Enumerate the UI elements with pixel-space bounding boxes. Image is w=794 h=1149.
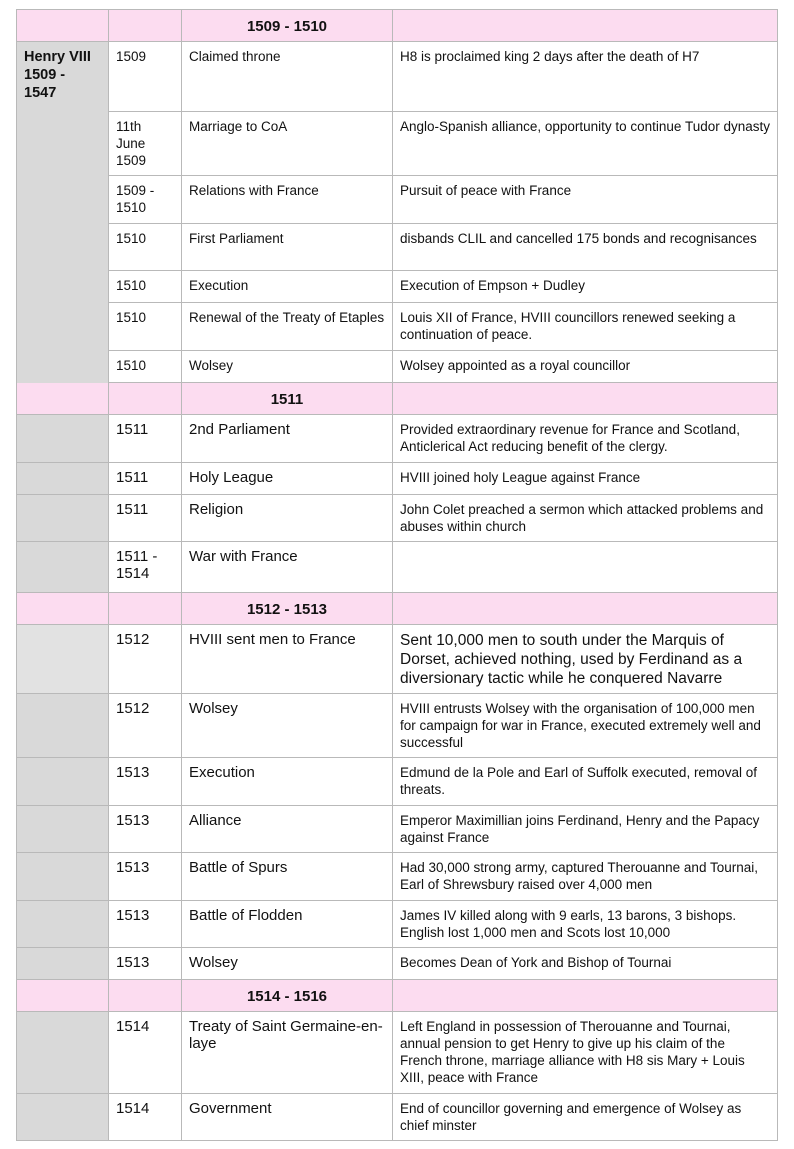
date-cell: 1510 bbox=[109, 351, 182, 382]
table-row bbox=[109, 224, 778, 271]
event-cell: Battle of Spurs bbox=[182, 853, 393, 900]
table-row bbox=[16, 625, 778, 694]
detail-cell: Had 30,000 strong army, captured Therouanne and Tournai, Earl of Shrewsbury raised over 4,000 men bbox=[393, 853, 778, 900]
detail-cell: Louis XII of France, HVIII councillors renewed seeking a continuation of peace. bbox=[393, 303, 778, 350]
detail-cell: Anglo-Spanish alliance, opportunity to continue Tudor dynasty bbox=[393, 112, 778, 175]
detail-cell: Sent 10,000 men to south under the Marquis of Dorset, achieved nothing, used by Ferdinand as a diversionary tactic while he conquered Navarre bbox=[393, 625, 778, 693]
date-cell: 1510 bbox=[109, 271, 182, 302]
table-row bbox=[16, 495, 778, 542]
date-cell: 1513 bbox=[109, 948, 182, 979]
date-cell: 1513 bbox=[109, 806, 182, 852]
event-cell: Renewal of the Treaty of Etaples bbox=[182, 303, 393, 350]
date-cell: 1513 bbox=[109, 901, 182, 947]
monarch-years: 1509 - bbox=[24, 67, 66, 83]
detail-cell: John Colet preached a sermon which attacked problems and abuses within church bbox=[393, 495, 778, 541]
date-cell: 1511 bbox=[109, 463, 182, 494]
table-row bbox=[16, 901, 778, 948]
date-cell: 1509 bbox=[109, 42, 182, 111]
detail-cell: Emperor Maximillian joins Ferdinand, Henry and the Papacy against France bbox=[393, 806, 778, 852]
table-row bbox=[16, 542, 778, 593]
section-heading: 1511 bbox=[182, 383, 393, 414]
event-cell: Execution bbox=[182, 758, 393, 805]
event-cell: Wolsey bbox=[182, 694, 393, 757]
detail-cell: Wolsey appointed as a royal councillor bbox=[393, 351, 778, 382]
detail-cell: Pursuit of peace with France bbox=[393, 176, 778, 223]
date-cell: 1512 bbox=[109, 625, 182, 693]
table-row bbox=[16, 806, 778, 853]
table-row bbox=[16, 948, 778, 980]
event-cell: Holy League bbox=[182, 463, 393, 494]
detail-cell: Left England in possession of Therouanne and Tournai, annual pension to get Henry to give up his claim of the French throne, marriage alliance with H8 sis Mary + Louis XIII, peace with France bbox=[393, 1012, 778, 1093]
event-cell: 2nd Parliament bbox=[182, 415, 393, 462]
table-row bbox=[16, 1012, 778, 1094]
table-row bbox=[16, 463, 778, 495]
table-row bbox=[109, 176, 778, 224]
event-cell: Relations with France bbox=[182, 176, 393, 223]
table-row bbox=[16, 415, 778, 463]
detail-cell: H8 is proclaimed king 2 days after the death of H7 bbox=[393, 42, 778, 111]
detail-cell: HVIII entrusts Wolsey with the organisation of 100,000 men for campaign for war in France, executed extremely well and successful bbox=[393, 694, 778, 757]
detail-cell: Edmund de la Pole and Earl of Suffolk executed, removal of threats. bbox=[393, 758, 778, 805]
date-cell: 1510 bbox=[109, 224, 182, 270]
detail-cell: Execution of Empson + Dudley bbox=[393, 271, 778, 302]
section-heading: 1509 - 1510 bbox=[182, 10, 393, 41]
event-cell: Religion bbox=[182, 495, 393, 541]
section-heading: 1512 - 1513 bbox=[182, 593, 393, 624]
monarch-end-year: 1547 bbox=[24, 85, 57, 101]
date-cell: 1513 bbox=[109, 758, 182, 805]
event-cell: War with France bbox=[182, 542, 393, 592]
monarch-cell-header bbox=[16, 10, 109, 41]
event-cell: Wolsey bbox=[182, 351, 393, 382]
event-cell: Execution bbox=[182, 271, 393, 302]
section-header bbox=[16, 9, 778, 42]
event-cell: Wolsey bbox=[182, 948, 393, 979]
detail-cell: HVIII joined holy League against France bbox=[393, 463, 778, 494]
date-cell: 1509 - 1510 bbox=[109, 176, 182, 223]
monarch-cell bbox=[16, 42, 109, 383]
section-header bbox=[16, 383, 778, 415]
table-row bbox=[109, 303, 778, 351]
detail-cell: disbands CLIL and cancelled 175 bonds and recognisances bbox=[393, 224, 778, 270]
date-cell: 1514 bbox=[109, 1012, 182, 1093]
table-row bbox=[109, 271, 778, 303]
timeline-table bbox=[16, 9, 778, 1141]
event-cell: HVIII sent men to France bbox=[182, 625, 393, 693]
detail-cell bbox=[393, 542, 778, 592]
event-cell: Treaty of Saint Germaine-en-laye bbox=[182, 1012, 393, 1093]
event-cell: Government bbox=[182, 1094, 393, 1140]
detail-cell: James IV killed along with 9 earls, 13 barons, 3 bishops. English lost 1,000 men and Scots lost 10,000 bbox=[393, 901, 778, 947]
date-cell: 1511 bbox=[109, 415, 182, 462]
section-heading: 1514 - 1516 bbox=[182, 980, 393, 1011]
date-cell: 1513 bbox=[109, 853, 182, 900]
event-cell: Alliance bbox=[182, 806, 393, 852]
date-cell: 11th June 1509 bbox=[109, 112, 182, 175]
table-row bbox=[109, 42, 778, 112]
detail-cell: End of councillor governing and emergence of Wolsey as chief minster bbox=[393, 1094, 778, 1140]
event-cell: Marriage to CoA bbox=[182, 112, 393, 175]
date-cell: 1512 bbox=[109, 694, 182, 757]
event-cell: First Parliament bbox=[182, 224, 393, 270]
section-header bbox=[16, 980, 778, 1012]
event-cell: Claimed throne bbox=[182, 42, 393, 111]
table-row bbox=[16, 694, 778, 758]
detail-cell: Becomes Dean of York and Bishop of Tournai bbox=[393, 948, 778, 979]
table-row bbox=[109, 112, 778, 176]
table-row bbox=[16, 853, 778, 901]
section-header bbox=[16, 593, 778, 625]
table-row bbox=[16, 758, 778, 806]
date-cell: 1510 bbox=[109, 303, 182, 350]
event-cell: Battle of Flodden bbox=[182, 901, 393, 947]
table-row bbox=[16, 1094, 778, 1141]
date-cell: 1514 bbox=[109, 1094, 182, 1140]
date-cell: 1511 bbox=[109, 495, 182, 541]
table-row bbox=[109, 351, 778, 383]
detail-cell: Provided extraordinary revenue for France and Scotland, Anticlerical Act reducing benefit of the clergy. bbox=[393, 415, 778, 462]
monarch-name: Henry VIII bbox=[24, 49, 91, 65]
date-cell: 1511 - 1514 bbox=[109, 542, 182, 592]
